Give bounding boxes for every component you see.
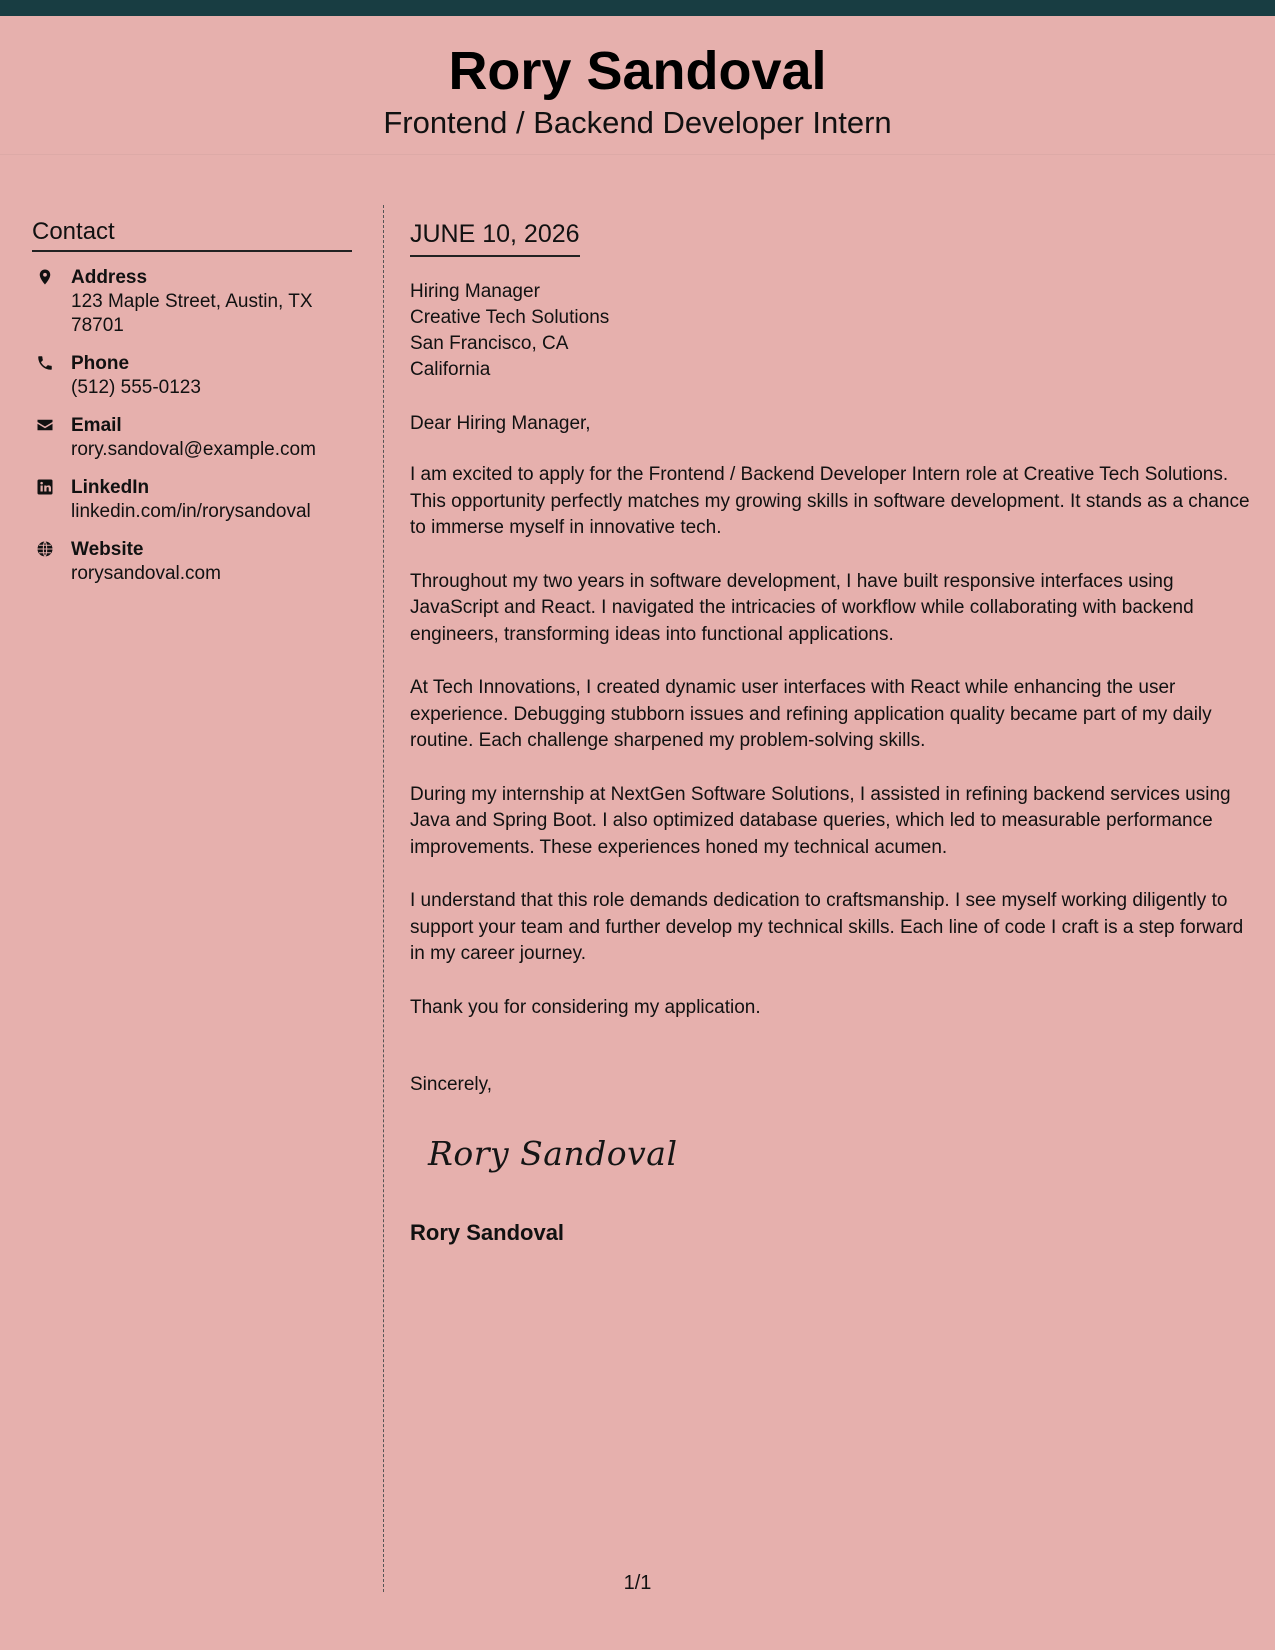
letter-closing: Sincerely, — [410, 1074, 493, 1095]
letter-paragraph: Thank you for considering my application. — [410, 996, 761, 1018]
contact-label: Address — [71, 267, 148, 288]
contact-value: linkedin.com/in/rorysandoval — [71, 501, 311, 522]
letter-paragraph: Throughout my two years in software development, I have built responsive interfaces using JavaScript and React. I navigated the intricacies of workflow while collaborating with backend engineers, transforming ideas into functional applications. — [410, 570, 1194, 645]
contact-value: 123 Maple Street, Austin, TX 78701 — [71, 291, 313, 336]
page-number: 1/1 — [623, 1572, 652, 1594]
phone-icon — [36, 354, 54, 372]
contact-item-website — [32, 538, 352, 586]
recipient-line: California — [410, 359, 491, 380]
contact-value: rorysandoval.com — [71, 563, 221, 584]
letter-date: JUNE 10, 2026 — [410, 222, 580, 257]
recipient-line: Creative Tech Solutions — [410, 307, 610, 328]
salutation: Dear Hiring Manager, — [410, 413, 591, 434]
contact-label: Email — [71, 415, 122, 436]
contact-sidebar — [32, 220, 352, 586]
letter-paragraph: I am excited to apply for the Frontend / Backend Developer Intern role at Creative Tech Solutions. This opportunity perfectly matches my growing skills in software development. It stands as a chance to immerse myself in innovative tech. — [410, 464, 1250, 538]
contact-value: (512) 555-0123 — [71, 377, 201, 398]
globe-icon — [36, 540, 54, 558]
contact-label: Phone — [71, 353, 130, 374]
contact-item-linkedin — [32, 476, 352, 524]
handwritten-signature: Rory Sandoval — [428, 1134, 678, 1173]
letter-paragraph: During my internship at NextGen Software Solutions, I assisted in refining backend services using Java and Spring Boot. I also optimized database queries, which led to measurable performance improvements. These experiences honed my technical acumen. — [410, 783, 1231, 858]
contact-item-phone — [32, 352, 352, 400]
linkedin-icon — [36, 478, 54, 496]
contact-item-email — [32, 414, 352, 462]
contact-label: Website — [71, 539, 144, 560]
letter-body — [410, 220, 1255, 1245]
map-pin-icon — [36, 268, 54, 286]
contact-heading: Contact — [32, 220, 352, 252]
column-divider — [383, 205, 384, 1592]
contact-value: rory.sandoval@example.com — [71, 439, 316, 460]
top-accent-bar — [0, 0, 1275, 16]
page-header — [0, 16, 1275, 155]
recipient-block — [410, 279, 1255, 383]
applicant-title: Frontend / Backend Developer Intern — [383, 105, 892, 140]
envelope-icon — [36, 416, 54, 434]
contact-item-address — [32, 266, 352, 338]
contact-label: LinkedIn — [71, 477, 150, 498]
letter-paragraph: At Tech Innovations, I created dynamic user interfaces with React while enhancing the user experience. Debugging stubborn issues and refining application quality became part of my daily routine. Each challenge sharpened my problem-solving skills. — [410, 677, 1212, 751]
recipient-line: Hiring Manager — [410, 281, 540, 302]
letter-paragraph: I understand that this role demands dedication to craftsmanship. I see myself working diligently to support your team and further develop my technical skills. Each line of code I craft is a step forward in my career journey. — [410, 890, 1244, 964]
applicant-name: Rory Sandoval — [448, 41, 827, 101]
recipient-line: San Francisco, CA — [410, 333, 569, 354]
signer-name: Rory Sandoval — [410, 1220, 565, 1245]
